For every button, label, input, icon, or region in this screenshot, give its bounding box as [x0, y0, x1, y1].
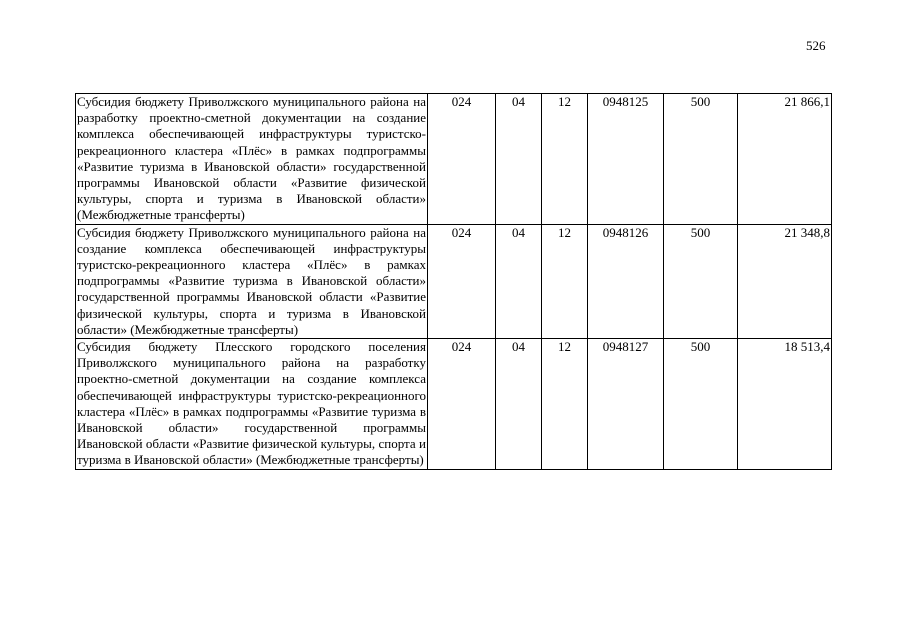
expense-type-code: 500: [664, 339, 738, 470]
row-description: Субсидия бюджету Приволжского муниципального района на создание комплекса обеспечивающей инфраструктуры туристско-рекреационного кластера «Плёс» в рамках подпрограммы «Развитие туризма в Ивановской области» государственной программы Ивановской области «Развитие физической культуры, спорта и туризма в Ивановской области» (Межбюджетные трансферты): [77, 224, 426, 337]
amount-value: 21 348,8: [738, 224, 832, 338]
ministry-code: 024: [428, 224, 496, 338]
table-row: [76, 224, 832, 338]
row-description: Субсидия бюджету Плесского городского поселения Приволжского муниципального района на разработку проектно-сметной документации на создание комплекса обеспечивающей инфраструктуры туристско-рекреационного кластера «Плёс» в рамках подпрограммы «Развитие туризма в Ивановской области» государственной программы Ивановской области «Развитие физической культуры, спорта и туризма в Ивановской области» (Межбюджетные трансферты): [77, 339, 426, 468]
target-article-code: 0948127: [588, 339, 664, 470]
table-row: [76, 339, 832, 470]
target-article-code: 0948125: [588, 94, 664, 225]
ministry-code: 024: [428, 339, 496, 470]
expense-type-code: 500: [664, 94, 738, 225]
subsection-code: 12: [542, 224, 588, 338]
subsection-code: 12: [542, 339, 588, 470]
ministry-code: 024: [428, 94, 496, 225]
amount-value: 18 513,4: [738, 339, 832, 470]
row-description: Субсидия бюджету Приволжского муниципального района на разработку проектно-сметной документации на создание комплекса обеспечивающей инфраструктуры туристско-рекреационного кластера «Плёс» в рамках подпрограммы «Развитие туризма в Ивановской области» государственной программы Ивановской области «Развитие физической культуры, спорта и туризма в Ивановской области» (Межбюджетные трансферты): [77, 94, 426, 223]
section-code: 04: [496, 224, 542, 338]
budget-table: [75, 93, 832, 470]
page-number: 526: [806, 38, 826, 53]
amount-value: 21 866,1: [738, 94, 832, 225]
target-article-code: 0948126: [588, 224, 664, 338]
table-row: [76, 94, 832, 225]
expense-type-code: 500: [664, 224, 738, 338]
section-code: 04: [496, 339, 542, 470]
section-code: 04: [496, 94, 542, 225]
subsection-code: 12: [542, 94, 588, 225]
